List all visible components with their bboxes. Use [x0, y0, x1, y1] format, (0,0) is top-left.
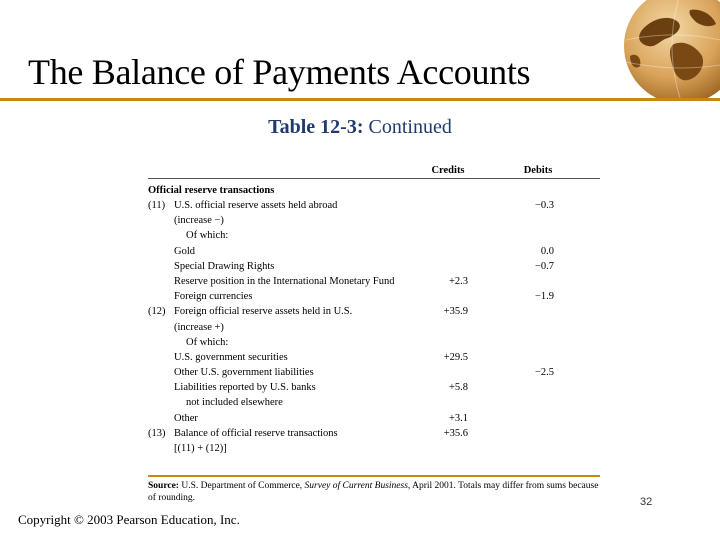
table-row — [148, 228, 600, 243]
row-label: Balance of official reserve transactions — [174, 427, 338, 439]
row-label: U.S. official reserve assets held abroad — [174, 200, 338, 211]
row-label: Foreign currencies — [174, 291, 253, 303]
table-caption — [0, 116, 720, 139]
table-row — [148, 365, 600, 380]
row-label: Foreign official reserve assets held in U.S. — [174, 306, 353, 318]
credit-value: +5.8 — [448, 382, 468, 394]
credit-value: +29.5 — [443, 351, 468, 363]
debit-value: −2.5 — [534, 367, 554, 379]
globe-icon — [612, 0, 720, 100]
credit-value: +35.9 — [443, 306, 468, 318]
table-row — [148, 426, 600, 441]
row-label: [(11) + (12)] — [174, 443, 227, 454]
table-row — [148, 380, 600, 395]
table-source-note — [148, 472, 600, 504]
credit-value: +2.3 — [448, 275, 468, 287]
table-row — [148, 244, 600, 259]
table-header — [148, 160, 600, 178]
section-title: Official reserve transactions — [148, 185, 275, 196]
table-row — [148, 304, 600, 319]
table-row — [148, 335, 600, 350]
row-label: Of which: — [186, 230, 229, 242]
copyright-notice: Copyright © 2003 Pearson Education, Inc. — [18, 512, 240, 527]
credit-value: +3.1 — [448, 412, 468, 424]
row-label: Other U.S. government liabilities — [174, 367, 314, 379]
debits-column-header: Debits — [523, 165, 553, 176]
table-row — [148, 274, 600, 289]
table-number: Table 12-3: — [268, 116, 364, 138]
credit-value: +35.6 — [443, 427, 468, 439]
source-text-2: , April 2001. Totals may differ from sums because of rounding. — [148, 480, 599, 503]
credits-column-header: Credits — [431, 165, 465, 176]
row-label: Liabilities reported by U.S. banks — [174, 382, 316, 394]
table-caption-text: Continued — [363, 116, 452, 138]
row-label: not included elsewhere — [186, 397, 283, 409]
source-text-1: U.S. Department of Commerce, — [178, 480, 305, 491]
row-label: Of which: — [186, 336, 229, 348]
title-underline — [0, 98, 720, 101]
debit-value: −0.3 — [534, 200, 554, 211]
table-row — [148, 198, 600, 213]
row-label: Special Drawing Rights — [174, 260, 275, 272]
table-row — [148, 320, 600, 335]
source-publication: Survey of Current Business — [304, 480, 408, 491]
table-row — [148, 289, 600, 304]
row-label: U.S. government securities — [174, 351, 288, 363]
table-row — [148, 395, 600, 410]
source-rule — [148, 475, 600, 477]
table-row — [148, 411, 600, 426]
slide-title: The Balance of Payments Accounts — [28, 52, 531, 92]
row-number: (13) — [148, 427, 166, 439]
row-label: (increase +) — [174, 321, 224, 333]
reserve-transactions-table — [148, 160, 600, 456]
row-label: Other — [174, 412, 198, 424]
debit-value: −1.9 — [534, 291, 554, 303]
row-number: (12) — [148, 306, 166, 318]
table-row — [148, 441, 600, 456]
debit-value: −0.7 — [534, 260, 554, 272]
page-number: 32 — [640, 496, 653, 508]
table-row — [148, 350, 600, 365]
row-label: (increase −) — [174, 215, 224, 227]
source-label: Source: — [148, 480, 179, 491]
row-label: Gold — [174, 245, 195, 257]
row-label: Reserve position in the International Monetary Fund — [174, 275, 395, 287]
row-number: (11) — [148, 200, 166, 211]
table-row — [148, 259, 600, 274]
table-row — [148, 213, 600, 228]
table-body — [148, 198, 600, 456]
debit-value: 0.0 — [540, 245, 554, 257]
